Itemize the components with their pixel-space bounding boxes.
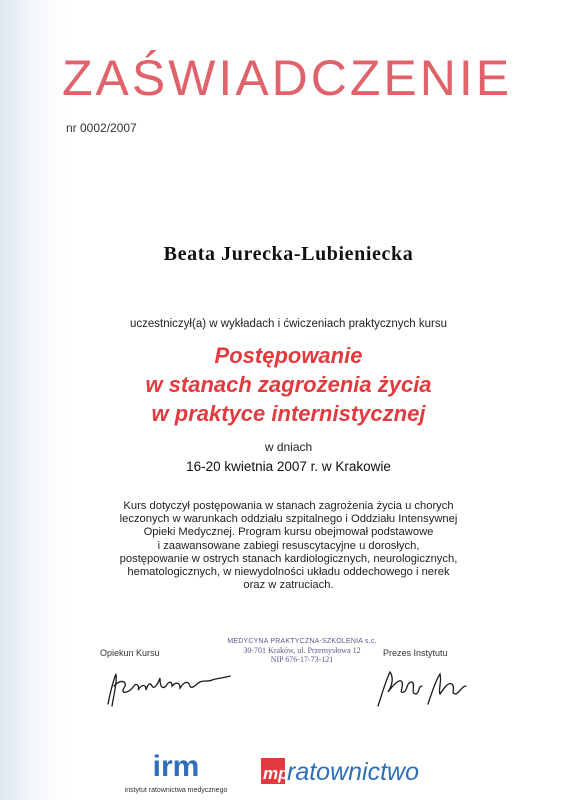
stamp-address: 30-701 Kraków, ul. Przemysłowa 12 bbox=[243, 646, 361, 655]
certificate-number: nr 0002/2007 bbox=[66, 121, 137, 135]
certificate-title: ZAŚWIADCZENIE bbox=[62, 50, 513, 106]
irm-logo bbox=[118, 748, 238, 796]
mp-logo-mark: mp bbox=[263, 764, 289, 783]
course-description bbox=[100, 500, 477, 592]
stamp-nip: NIP 676-17-73-121 bbox=[270, 655, 334, 664]
supervisor-signature bbox=[100, 664, 240, 712]
irm-logo-text: irm bbox=[152, 750, 200, 783]
description-line: i zaawansowane zabiegi resuscytacyjne u dorosłych, bbox=[157, 539, 420, 552]
dates-label: w dniach bbox=[264, 440, 313, 454]
mp-logo-text: ratownictwo bbox=[287, 758, 419, 786]
participant-name: Beata Jurecka-Lubieniecka bbox=[163, 243, 414, 265]
president-signature bbox=[370, 664, 480, 712]
irm-logo-caption: instytut ratownictwa medycznego bbox=[124, 787, 228, 794]
description-line: oraz w zatruciach. bbox=[243, 579, 334, 592]
organizer-stamp bbox=[222, 638, 382, 664]
description-line: Opieki Medycznej. Program kursu obejmował podstawowe bbox=[143, 526, 434, 539]
stamp-org: MEDYCYNA PRAKTYCZNA-SZKOLENIA s.c. bbox=[227, 638, 377, 645]
description-line: leczonych w warunkach oddziału szpitalnego i Oddziału Intensywnej bbox=[119, 513, 458, 526]
course-title bbox=[0, 341, 577, 428]
description-line: Kurs dotyczył postępowania w stanach zagrożenia życia u chorych bbox=[123, 500, 454, 512]
description-line: postępowanie w ostrych stanach kardiologicznych, neurologicznych, bbox=[119, 552, 458, 565]
course-title-line: w praktyce internistycznej bbox=[151, 401, 426, 426]
course-title-line: Postępowanie bbox=[214, 343, 363, 368]
course-supervisor-label: Opiekun Kursu bbox=[100, 648, 160, 658]
intro-text: uczestniczył(a) w wykładach i ćwiczeniach praktycznych kursu bbox=[130, 318, 447, 330]
institute-president-label: Prezes Instytutu bbox=[383, 648, 448, 658]
mp-ratownictwo-logo bbox=[261, 750, 491, 790]
description-line: hematologicznych, w niewydolności układu oddechowego i nerek bbox=[127, 566, 450, 579]
course-title-line: w stanach zagrożenia życia bbox=[145, 372, 432, 397]
course-dates: 16-20 kwietnia 2007 r. w Krakowie bbox=[186, 459, 391, 474]
